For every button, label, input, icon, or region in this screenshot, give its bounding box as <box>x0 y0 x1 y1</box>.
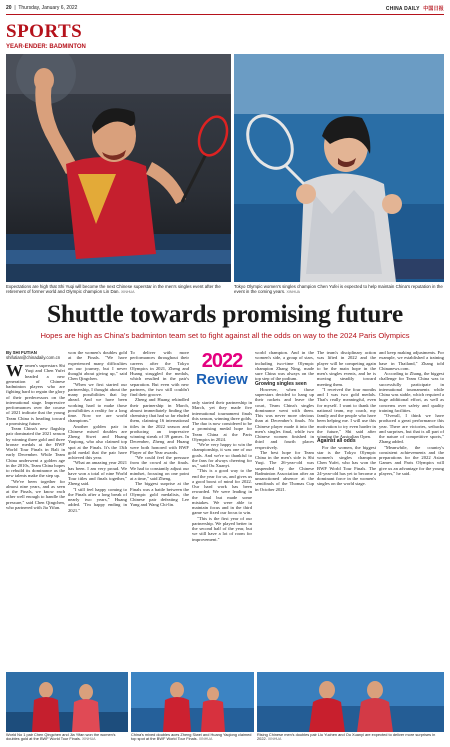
article-column-3 <box>130 350 189 666</box>
paragraph: "We're very happy to win the championship, it was one of our goals. And we're so thankful to the fans for always cheering for us," said Ou Xuanyi. <box>192 442 252 468</box>
paragraph: "I received the four months and I was two gold medals. That's really meaningful, even for myself. I want to thank the national team, my coach, my family and the people who have been helping me. I will use this motivation to try even harder in the future," Shi said after winning the Australian Open. <box>317 386 376 439</box>
article-column-6 <box>317 350 376 666</box>
shi-yuqi-image <box>6 54 231 282</box>
header-rule <box>6 14 444 15</box>
page-header: 20 | Thursday, January 6, 2022 CHINA DAILY 中国日报 <box>6 5 444 17</box>
paragraph: "Overall, I think we have produced a great performance this year. There are victories, setbacks and surprises, but that is all part of the nature of competitive sports," Zhang added. <box>379 413 444 445</box>
paragraph: "This is a good way to the end the year for us, and gives us a good boost of mind for 2022. Our hard work has been rewarded. We were leading in the final but made some mistakes. We were able to maintain focus and in the third game we fixed our focus to win. <box>192 468 252 516</box>
masthead <box>386 5 444 12</box>
paragraph <box>6 363 65 426</box>
byline-email: shifutian@chinadaily.com.cn <box>6 355 61 360</box>
paragraph: For the women, the biggest star is the Tokyo Olympic women's singles champion Chen Yufei, who has won the BWF World Tour Finals. The 24-year-old has yet to become a dominant force in the women's singles on the world stage. <box>317 444 376 487</box>
paragraph: won the women's doubles gold at the Finals. "We have experienced many difficulties on our journey, but I never thought about giving up," said Chen Qingchen. <box>68 350 127 382</box>
drop-cap: W <box>6 361 23 380</box>
photo-credit: XINHUA <box>267 737 282 742</box>
paragraph: The best hope for Team China in the men's side is Shi Yuqi. The 26-year-old was suspended by the Chinese Badminton Association after an unsanctioned absence at the semifinals of the Thomas Cup in October 2021. <box>255 449 314 492</box>
caption-womens-doubles <box>6 733 128 742</box>
photo-liu-yuchen-ou-xuanyi <box>257 672 444 732</box>
caption-mixed-doubles <box>131 733 254 742</box>
page-number: 20 <box>6 5 12 11</box>
caption-text: Tokyo Olympic women's singles champion Chen Yufei is expected to help maintain China's reputation in the event in the coming years. <box>234 284 443 295</box>
article-column-1 <box>6 350 65 666</box>
photo-credit: XINHUA <box>120 290 135 295</box>
caption-text: China's mixed doubles aces Zheng Siwei and Huang Yaqiong claimed top spot at the BWF World Tour Finals. <box>131 732 252 742</box>
paper-name: CHINA DAILY <box>385 6 420 12</box>
paragraph: Team China's new flagship pair dominated the 2021 season by winning three gold and three bronze medals at the BWF World Tour Finals in Bali in early December. While Team China underwent a golden age in the 2010s, Team China hopes to rebuild its dominance as the new talents make the step up. <box>6 426 65 479</box>
paragraph-text: omen's superstars Shi Yuqi and Chen Yufei headed a new generation of Chinese badminton players who are fighting hard to regain the glory of their predecessors on the international stage. Impressive performances over the course of 2021 indicate that the young Team China is heading toward a promising future. <box>6 363 65 426</box>
paragraph: "When we first started our partnership, I thought about the many possibilities that lay ahead. And we have been working hard to make those possibilities a reality for a long time. Now we are world champions." <box>68 381 127 424</box>
paragraph: only started their partnership in March, yet they made five international tournament finals this season, winning three golds. The duo is now considered to be a promising medal hope for Team China at the Paris Olympics in 2024. <box>192 400 252 442</box>
paragraph: "We could feel the pressure from the crowd at the finals. We had to constantly adjust our mindset, focusing on one point at a time," said Zheng. <box>130 455 189 481</box>
photo-chen-yufei <box>234 54 444 282</box>
paragraph: The biggest surprise at the Finals was a battle between the Olympic gold medalists, the Chinese pair defeating Lee Yang and Wang Chi-lin. <box>130 481 189 508</box>
paragraph: According to Zhang, the biggest challenge for Team China was to successfully participate in international tournaments while China was stable, which required a huge additional effort, as well as concerns over safety and quality training facilities. <box>379 371 444 413</box>
paragraph: The team's disciplinary action was lifted in 2022 and the player will be competing again to be the main hope in the men's singles events, and he is moving steadily toward meeting them. <box>317 350 376 387</box>
caption-text: Expectations are high that Shi Yuqi will become the next Chinese superstar in the men's singles event after the retirement of former world and Olympic champion Lin Dan. <box>6 284 221 295</box>
subhead-growing-singles: Growing singles seen <box>255 380 307 387</box>
photo-credit: XINHUA <box>82 737 96 742</box>
paragraph: "I still feel happy coming to the Finals after a long break of nearly two years," Huang added. "I'm happy ending in 2021." <box>68 486 127 513</box>
review-word: Review <box>196 371 248 388</box>
subhead-against-all-odds: Against all odds <box>317 438 356 445</box>
paragraph: "This is the first year of our partnership. We played better in the second half of the year, but we still have a lot of room for improvement." <box>192 515 252 542</box>
caption-chen-yufei <box>234 284 444 295</box>
article-column-5 <box>255 350 314 666</box>
paragraph: Another golden pair in Chinese mixed doubles are Zheng Siwei and Huang Yaqiong, who also claimed top spot at the Finals. It's the 13th gold medal that the pair have achieved this year. <box>68 423 127 460</box>
article-column-7 <box>379 350 444 666</box>
caption-shi-yuqi <box>6 284 228 295</box>
subsection-label: YEAR-ENDER: BADMINTON <box>6 44 86 50</box>
paragraph: and keep making adjustments. For example, we established a training base in Thailand," Zhang told Chinanews.com. <box>379 350 444 371</box>
photo-zheng-siwei-huang-yaqiong <box>131 672 254 732</box>
paragraph: "We've been together for almost nine years, and as seen at the Finals, we know each other well enough to handle the pressure," said Chen Qingchen, who partnered with Jia Yifan. <box>6 478 65 510</box>
paragraph: To deliver with more performances throughout their careers after the Tokyo Olympics in 2021, Zheng and Huang struggled the medals, which resulted in the pair's separation. But even with new partners, the two still couldn't find their groove. <box>130 350 189 397</box>
paragraph: "What an amazing year 2021 has been. I am very proud. We have won a total of nine World Tour titles and finals together," Zheng said. <box>68 460 127 487</box>
issue-date: Thursday, January 6, 2022 <box>18 5 78 11</box>
review-logo <box>192 350 252 396</box>
mens-doubles-image <box>257 672 444 732</box>
caption-text: World No 1 pair Chen Qingchen and Jia Yifan won the women's doubles gold at the BWF World Tour Finals. <box>6 732 116 742</box>
paragraph: However, when those superstars decided to hang up their rackets and leave the court, Team China's singles dominance went with them. This was never more obvious than at December's finals. No Chinese player made it into the men's singles final, while two Chinese women finished in third and fourth places respectively. <box>255 386 314 450</box>
chen-yufei-image <box>234 54 444 282</box>
byline-name: By SHI FUTIAN <box>6 350 37 355</box>
photo-shi-yuqi <box>6 54 231 282</box>
paper-name-cn: 中国日报 <box>423 6 444 12</box>
paragraph: Zheng and Huang rekindled their partnership in March, almost immediately finding the chemistry that had so far eluded them, claiming 16 international titles in the 2022 season and producing an impressive winning streak of 39 games. In December, Zheng and Huang were both honored with BWF Player of the Year awards. <box>130 397 189 455</box>
byline <box>6 350 65 360</box>
article-column-4 <box>192 400 252 666</box>
caption-text: Rising Chinese men's doubles pair Liu Yuchen and Ou Xuanyi are expected to deliver more surprises in 2022. <box>257 732 436 742</box>
paragraph: world champion. And in the women's side, a group of stars, including two-time Olympic champion Zhang Ning, made sure China was always on the top step of the podium. <box>255 350 314 382</box>
photo-credit: XINHUA <box>198 737 213 742</box>
photo-credit: XINHUA <box>286 290 301 295</box>
caption-mens-doubles <box>257 733 444 742</box>
headline: Shuttle towards promising future <box>46 299 404 328</box>
photo-chen-qingchen-jia-yifan <box>6 672 128 732</box>
section-title: SPORTS <box>6 21 83 42</box>
article-column-2 <box>68 350 127 666</box>
deck: Hopes are high as China's badminton team set to fight against all the odds on way to the 2024 Paris Olympics <box>40 331 410 340</box>
review-year: 2022 <box>201 350 243 372</box>
paragraph: "Meanwhile, the country's consistent achievements and the preparations for the 2022 Asian Games and Paris Olympics will give us an advantage for the young players," he said. <box>379 444 444 476</box>
mixed-doubles-image <box>131 672 254 732</box>
womens-doubles-image <box>6 672 128 732</box>
